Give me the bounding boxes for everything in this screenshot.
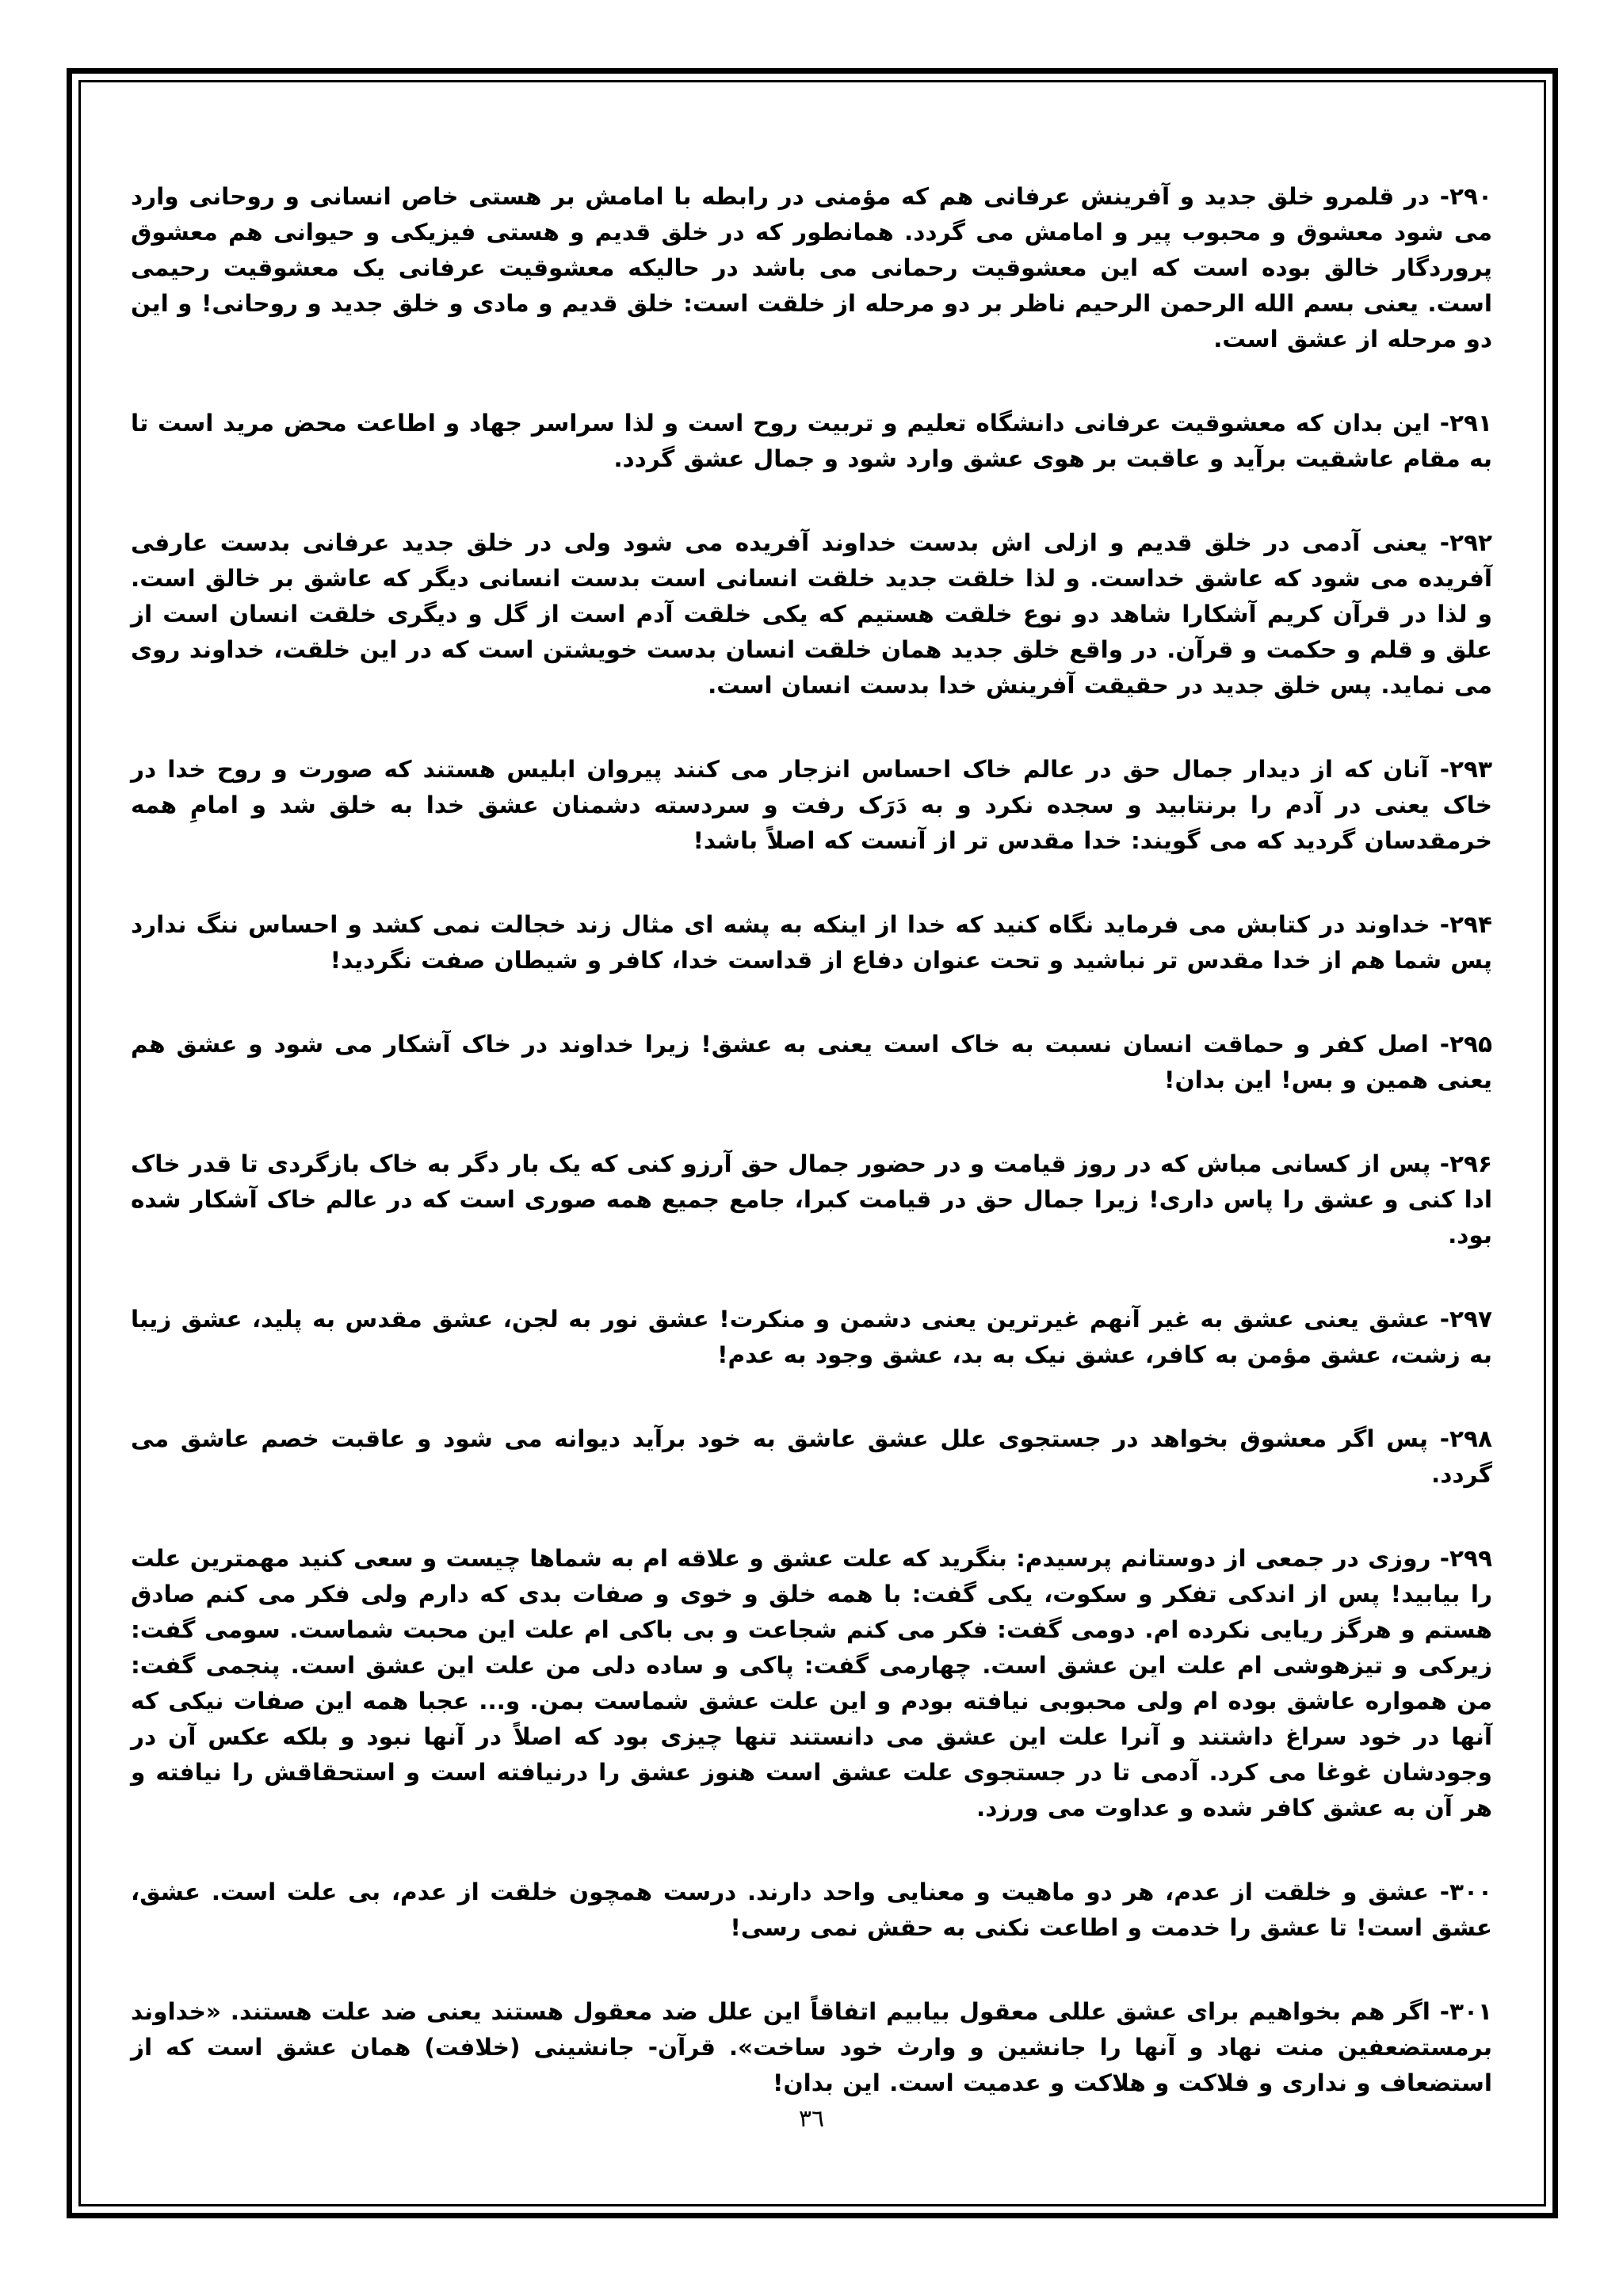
page-number: ۳٦	[798, 2105, 825, 2133]
paragraph-291: ۲۹۱- این بدان که معشوقیت عرفانی دانشگاه تعلیم و تربیت روح است و لذا سراسر جهاد و اطاعت محض مرید است تا به مقام عاشقیت برآید و عاقبت بر هوی عشق وارد شود و جمال عشق گردد.	[131, 410, 1492, 472]
paragraph-292: ۲۹۲- یعنی آدمی در خلق قدیم و ازلی اش بدست خداوند آفریده می شود ولی در خلق جدید عرفانی بدست عارفی آفریده می شود که عاشق خداست. و لذا خلقت جدید خلقت انسانی است بدست انسانی دیگر که عاشق بر خالق است. و لذا در قرآن کریم آشکارا شاهد دو نوع خلقت هستیم که یکی خلقت آدم است از گل و دیگری خلقت انسان است از علق و قلم و حکمت و قرآن. در واقع خلق جدید همان خلقت انسان بدست خویشتن است که در این خلقت، خداوند روی می نماید. پس خلق جدید در حقیقت آفرینش خدا بدست انسان است.	[131, 529, 1492, 699]
paragraph-301: ۳۰۱- اگر هم بخواهیم برای عشق عللی معقول بیابیم اتفاقاً این علل ضد معقول هستند یعنی ضد علت هستند. «خداوند برمستضعفین منت نهاد و آنها را جانشین و وارث خود ساخت». قرآن- جانشینی (خلافت) همان عشق است که از استضعاف و نداری و فلاکت و هلاکت و عدمیت است. این بدان!	[131, 1998, 1492, 2096]
paragraph-300: ۳۰۰- عشق و خلقت از عدم، هر دو ماهیت و معنایی واحد دارند. درست همچون خلقت از عدم، بی علت است. عشق، عشق است! تا عشق را خدمت و اطاعت نکنی به حقش نمی رسی!	[131, 1878, 1492, 1941]
paragraph-297: ۲۹۷- عشق یعنی عشق به غیر آنهم غیرترین یعنی دشمن و منکرت! عشق نور به لجن، عشق مقدس به پلید، عشق زیبا به زشت، عشق مؤمن به کافر، عشق نیک به بد، عشق وجود به عدم!	[131, 1306, 1492, 1368]
paragraph-295: ۲۹۵- اصل کفر و حماقت انسان نسبت به خاک است یعنی به عشق! زیرا خداوند در خاک آشکار می شود و عشق هم یعنی همین و بس! این بدان!	[131, 1031, 1492, 1093]
paragraph-296: ۲۹۶- پس از کسانی مباش که در روز قیامت و در حضور جمال حق آرزو کنی که یک بار دگر به خاک بازگردی تا قدر خاک ادا کنی و عشق را پاس داری! زیرا جمال حق در قیامت کبرا، جامع جمیع همه صوری است که در عالم خاک آشکار شده بود.	[131, 1150, 1492, 1249]
paragraph-299: ۲۹۹- روزی در جمعی از دوستانم پرسیدم: بنگرید که علت عشق و علاقه ام به شماها چیست و سعی کنید مهمترین علت را بیابید! پس از اندکی تفکر و سکوت، یکی گفت: با همه خلق و خوی و صفات بدی که دارم ولی فکر می کنم صادق هستم و هرگز ریایی نکرده ام. دومی گفت: فکر می کنم شجاعت و بی باکی ام علت این محبت شماست. سومی گفت: زیرکی و تیزهوشی ام علت این عشق است. چهارمی گفت: پاکی و ساده دلی من علت این عشق است. پنجمی گفت: من همواره عاشق بوده ام ولی محبوبی نیافته بودم و این علت عشق شماست بمن. و... عجبا همه این صفات نیکی که آنها در خود سراغ داشتند و آنرا علت این عشق می دانستند تنها چیزی بود که اصلاً در آنها نبود و بلکه عکس آن در وجودشان غوغا می کرد. آدمی تا در جستجوی علت عشق است هنوز عشق را درنیافته است و استحقاقش را نیافته و هر آن به عشق کافر شده و عداوت می ورزد.	[131, 1545, 1492, 1821]
paragraph-298: ۲۹۸- پس اگر معشوق بخواهد در جستجوی علل عشق عاشق به خود برآید دیوانه می شود و عاقبت خصم عاشق می گردد.	[131, 1425, 1492, 1488]
paragraph-293: ۲۹۳- آنان که از دیدار جمال حق در عالم خاک احساس انزجار می کنند پیروان ابلیس هستند که صورت و روح خدا در خاک یعنی در آدم را برنتابید و سجده نکرد و به دَرَک رفت و سردسته دشمنان عشق خدا به خلق شد و امامِ همه خرمقدسان گردید که می گویند: خدا مقدس تر از آنست که اصلاً باشد!	[131, 756, 1492, 854]
paragraph-290: ۲۹۰- در قلمرو خلق جدید و آفرینش عرفانی هم که مؤمنی در رابطه با امامش بر هستی خاص انسانی و روحانی وارد می شود معشوق و محبوب پیر و امامش می گردد. همانطور که در خلق قدیم و هستی فیزیکی و حیوانی هم معشوق پروردگار خالق بوده است که این معشوقیت رحمانی می باشد در حالیکه معشوقیت عرفانی یک معشوقیت رحیمی است. یعنی بسم الله الرحمن الرحیم ناظر بر دو مرحله از خلقت است: خلق قدیم و مادی و خلق جدید و روحانی! و این دو مرحله از عشق است.	[131, 183, 1492, 353]
paragraph-294: ۲۹۴- خداوند در کتابش می فرماید نگاه کنید که خدا از اینکه به پشه ای مثال زند خجالت نمی کشد و احساس ننگ ندارد پس شما هم از خدا مقدس تر نباشید و تحت عنوان دفاع از قداست خدا، کافر و شیطان صفت نگردید!	[131, 911, 1492, 974]
page-body	[131, 179, 1492, 2101]
